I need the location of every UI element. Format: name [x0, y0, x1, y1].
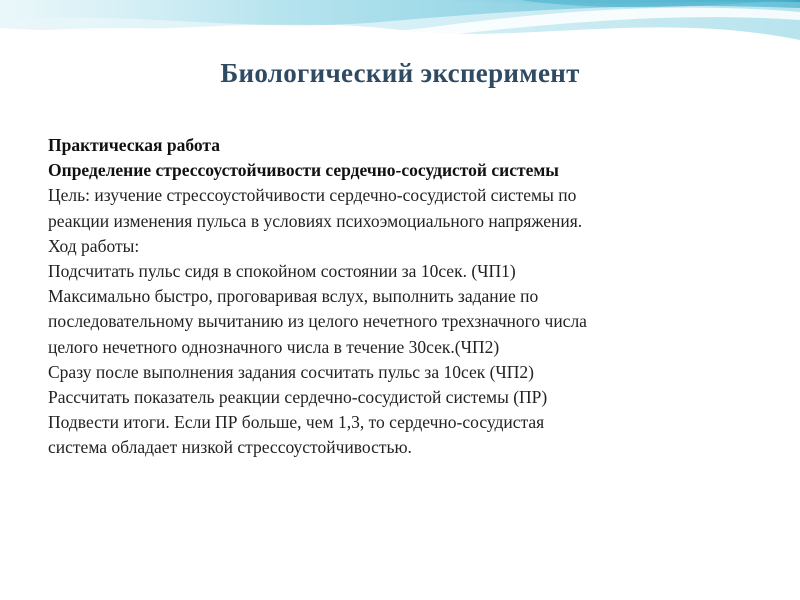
body-line: Сразу после выполнения задания сосчитать пульс за 10сек (ЧП2)	[48, 361, 535, 382]
slide-title: Биологический эксперимент	[220, 58, 580, 88]
slide-body	[48, 133, 768, 461]
body-line: Подвести итоги. Если ПР больше, чем 1,3, то сердечно-сосудистая	[48, 412, 545, 433]
body-line: целого нечетного однозначного числа в течение 30сек.(ЧП2)	[48, 336, 500, 357]
header-wave-decoration	[0, 0, 800, 110]
body-line: система обладает низкой стрессоустойчивостью.	[48, 437, 412, 458]
body-line: Практическая работа	[48, 135, 220, 155]
body-line: Максимально быстро, проговаривая вслух, выполнить задание по	[48, 286, 539, 307]
body-line: последовательному вычитанию из целого нечетного трехзначного числа	[48, 311, 587, 332]
body-line: Цель: изучение стрессоустойчивости сердечно-сосудистой системы по	[48, 185, 577, 206]
body-line: Рассчитать показатель реакции сердечно-сосудистой системы (ПР)	[48, 387, 548, 408]
body-line: Ход работы:	[48, 235, 140, 256]
body-line: Подсчитать пульс сидя в спокойном состоянии за 10сек. (ЧП1)	[48, 261, 516, 282]
body-line: Определение стрессоустойчивости сердечно-сосудистой системы	[48, 160, 559, 181]
body-line: реакции изменения пульса в условиях психоэмоциального напряжения.	[48, 210, 583, 231]
